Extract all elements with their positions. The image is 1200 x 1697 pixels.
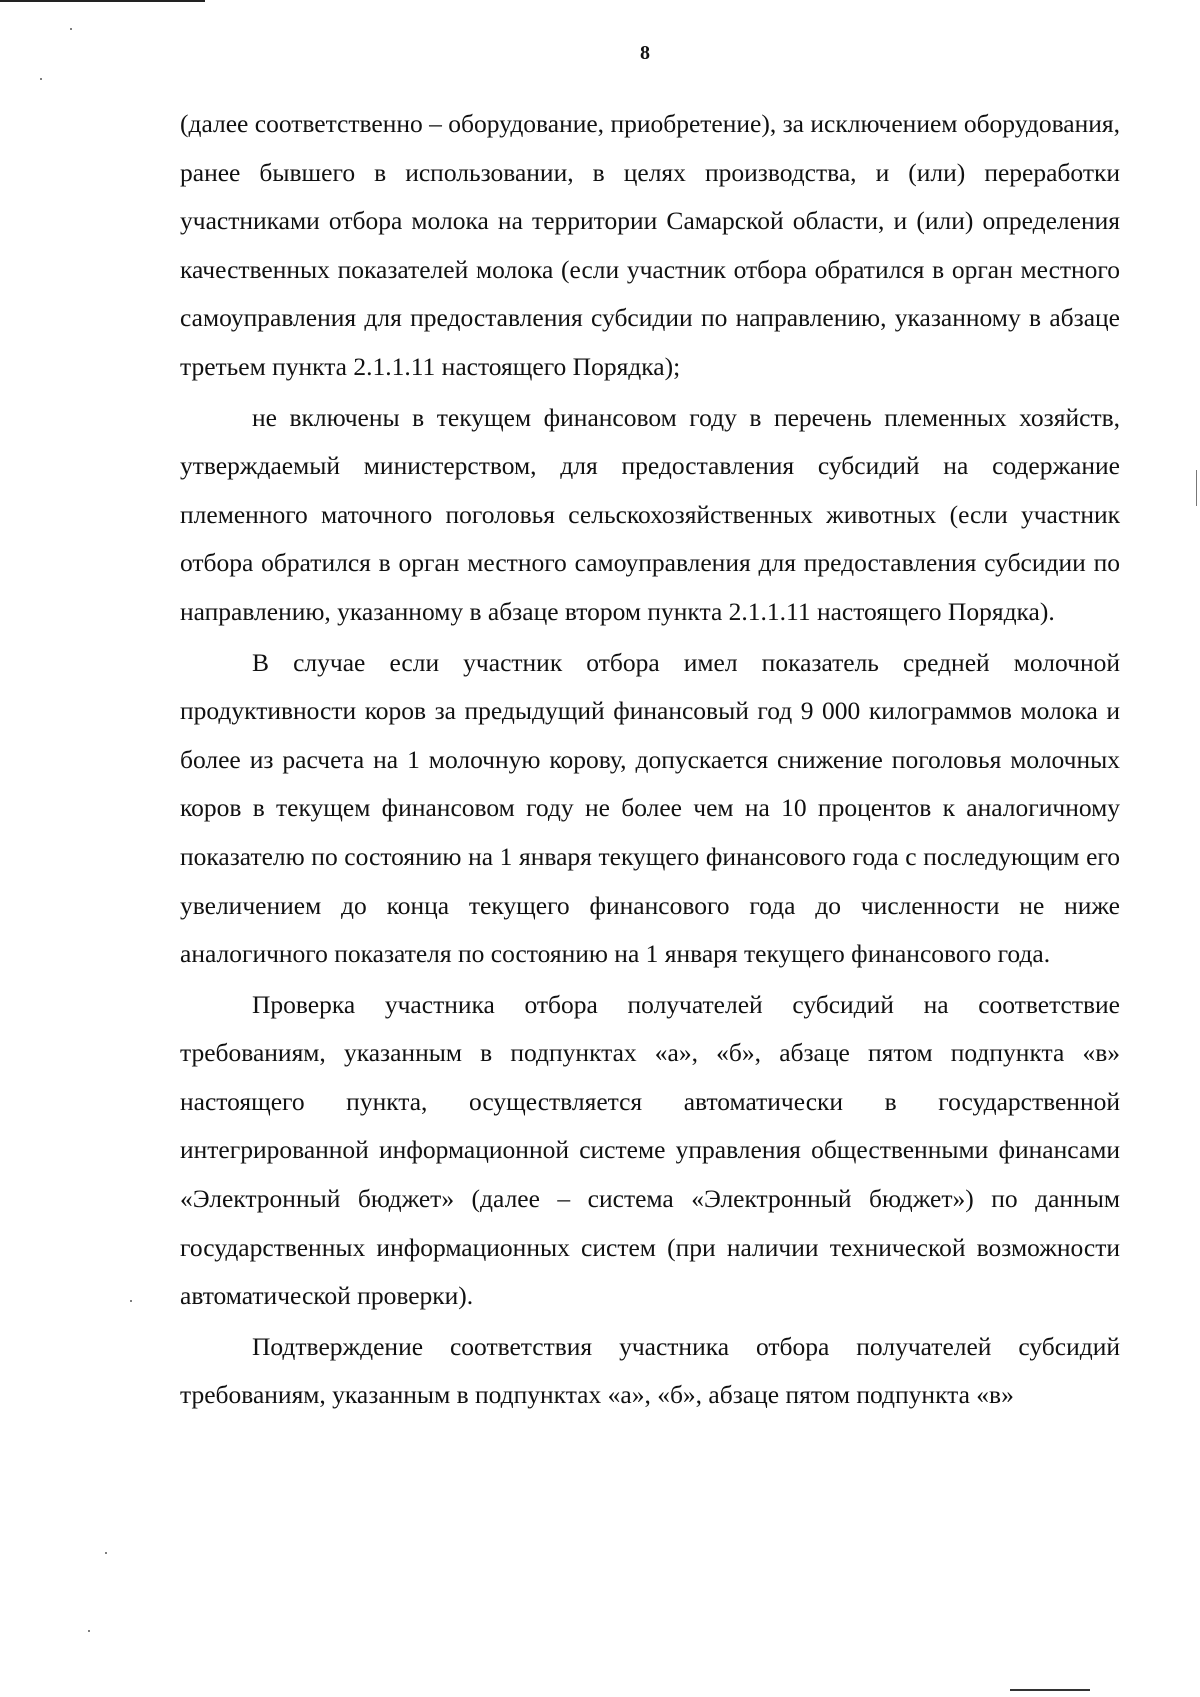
scan-speck [88,1630,90,1632]
paragraph-compliance-confirmation: Подтверждение соответствия участника отбора получателей субсидий требованиям, указанным в подпунктах «а», «б», абзаце пятом подпункта «в» [180,1331,1120,1410]
top-scan-rule [0,0,205,2]
scan-speck [130,1300,132,1302]
scan-speck [70,28,72,30]
scan-speck [40,78,42,80]
document-body [180,100,1120,1422]
scan-speck [105,1552,107,1554]
paragraph-equipment-continuation: (далее соответственно – оборудование, приобретение), за исключением оборудования, ранее бывшего в использовании, в целях производства, и (или) переработки участниками отбора молока на территории Самарской области, и (или) определения качественных показателей молока (если участник отбора обратился в орган местного самоуправления для предоставления субсидии по направлению, указанному в абзаце третьем пункта 2.1.1.11 настоящего Порядка); [180,109,1120,381]
paragraph-milk-productivity: В случае если участник отбора имел показатель средней молочной продуктивности коров за предыдущий финансовый год 9 000 килограммов молока и более из расчета на 1 молочную корову, допускается снижение поголовья молочных коров в текущем финансовом году не более чем на 10 процентов к аналогичному показателю по состоянию на 1 января текущего финансового года с последующим его увеличением до конца текущего финансового года до численности не ниже аналогичного показателя по состоянию на 1 января текущего финансового года. [180,647,1120,969]
scan-edge-mark [1196,470,1197,506]
bottom-scan-mark [1010,1689,1090,1691]
paragraph-breeding-farms: не включены в текущем финансовом году в перечень племенных хозяйств, утверждаемый министерством, для предоставления субсидий на содержание племенного маточного поголовья сельскохозяйственных животных (если участник отбора обратился в орган местного самоуправления для предоставления субсидии по направлению, указанному в абзаце втором пункта 2.1.1.11 настоящего Порядка). [180,402,1120,626]
paragraph-automatic-check: Проверка участника отбора получателей субсидий на соответствие требованиям, указанным в подпунктах «а», «б», абзаце пятом подпункта «в» настоящего пункта, осуществляется автоматически в государственной интегрированной информационной системе управления общественными финансами «Электронный бюджет» (далее – система «Электронный бюджет») по данным государственных информационных систем (при наличии технической возможности автоматической проверки). [180,989,1120,1311]
page-number: 8 [640,42,650,64]
